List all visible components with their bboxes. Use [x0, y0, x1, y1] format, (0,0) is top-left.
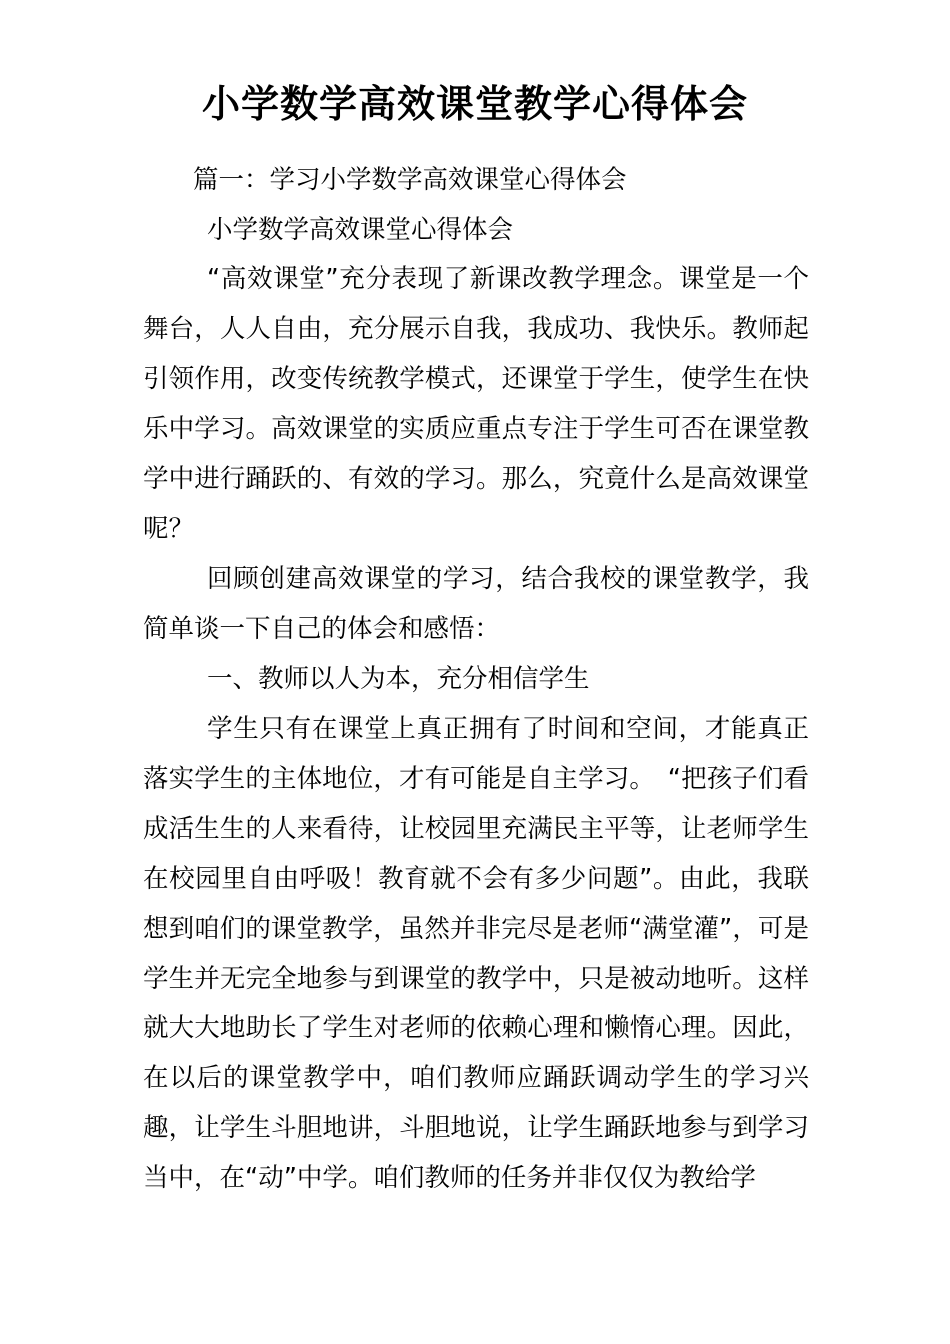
document-title: 小学数学高效课堂教学心得体会 — [201, 81, 748, 126]
paragraph-section-1: 学生只有在课堂上真正拥有了时间和空间，才能真正落实学生的主体地位，才有可能是自主学习。 “把孩子们看成活生生的人来看待，让校园里充满民主平等，让老师学生在校园里自由呼吸！教育就不会有多少问题”。由此，我联想到咱们的课堂教学，虽然并非完尽是老师“满堂灌”，可是学生并无完全地参与到课堂的教学中，只是被动地听。这样就大大地助长了学生对老师的依赖心理和懒惰心理。因此，在以后的课堂教学中，咱们教师应踊跃调动学生的学习兴趣，让学生斗胆地讲，斗胆地说，让学生踊跃地参与到学习当中，在“动”中学。咱们教师的任务并非仅仅为教给学 — [143, 714, 809, 1194]
section-heading-1: 一、教师以人为本，充分相信学生 — [207, 664, 590, 694]
sub-heading: 小学数学高效课堂心得体会 — [207, 215, 514, 245]
paragraph-intro: “高效课堂”充分表现了新课改教学理念。课堂是一个舞台，人人自由，充分展示自我，我成功、我快乐。教师起引领作用，改变传统教学模式，还课堂于学生，使学生在快乐中学习。高效课堂的实质应重点专注于学生可否在课堂教学中进行踊跃的、有效的学习。那么，究竟什么是高效课堂呢？ — [143, 264, 809, 544]
paragraph-review: 回顾创建高效课堂的学习，结合我校的课堂教学，我简单谈一下自己的体会和感悟： — [143, 564, 809, 644]
part-heading: 篇一：学习小学数学高效课堂心得体会 — [193, 165, 627, 195]
